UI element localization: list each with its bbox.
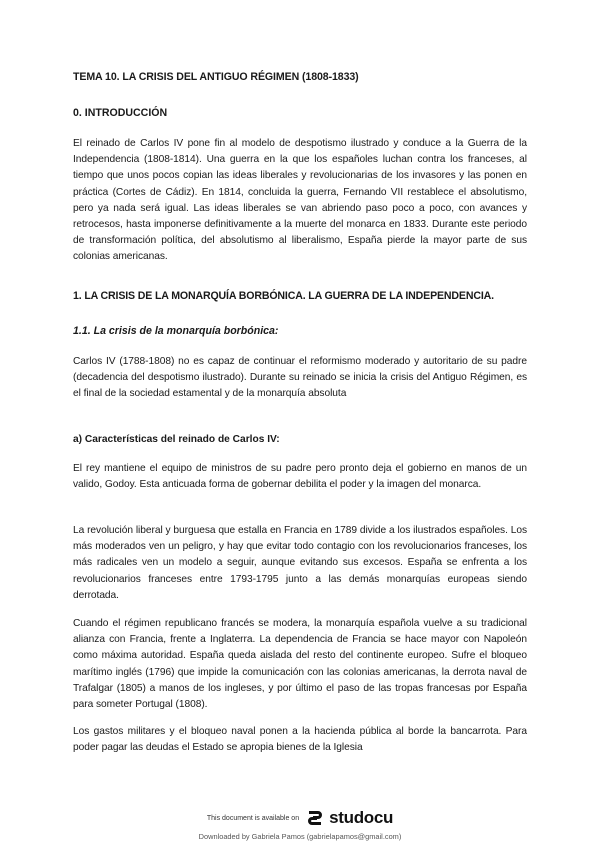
studocu-wordmark: studocu [329, 808, 394, 827]
part-a-paragraph-1: El rey mantiene el equipo de ministros de su padre pero pronto deja el gobierno en manos de un valido, Godoy. Esta anticuada forma de gobernar debilita el poder y la imagen del monarca. [73, 463, 527, 491]
part-a-heading: a) Características del reinado de Carlos IV: [73, 434, 280, 445]
part-a-paragraph-4: Los gastos militares y el bloqueo naval ponen a la hacienda pública al borde la bancarrota. Para poder pagar las deudas el Estado se apropia bienes de la Iglesia [73, 726, 527, 754]
studocu-banner[interactable] [0, 803, 600, 833]
studocu-logo[interactable] [305, 808, 393, 828]
part-a-paragraph-2: La revolución liberal y burguesa que estalla en Francia en 1789 divide a los ilustrados españoles. Los más moderados ven un peligro, y hay que evitar todo contagio con los revolucionarios franceses, los más radicales ven un modelo a seguir, aunque evitando sus excesos. España se enfrenta a los revolucionarios franceses entre 1793-1795 junto a las demás monarquías europeas siendo derrotada. [73, 525, 527, 601]
intro-paragraph: El reinado de Carlos IV pone fin al modelo de despotismo ilustrado y conduce a la Guerra de la Independencia (1808-1814). Una guerra en la que los españoles luchan contra los franceses, al tiempo que unos pocos copian las ideas liberales y revolucionarias de los invasores y las ponen en práctica (Cortes de Cádiz). En 1814, concluida la guerra, Fernando VII restablece el absolutismo, pero ya nada será igual. Las ideas liberales se van abriendo paso poco a poco, con avances y retrocesos, hasta imponerse definitivamente a la muerte del monarca en 1833. Durante este periodo de transformación política, del absolutismo al liberalismo, España pierde la mayor parte de sus colonias americanas. [73, 138, 527, 263]
part-a-paragraph-3: Cuando el régimen republicano francés se modera, la monarquía española vuelve a su tradicional alianza con Francia, frente a Inglaterra. La dependencia de Francia se hace mayor con Napoleón como máxima autoridad. España queda aislada del resto del continente europeo. Sufre el bloqueo marítimo inglés (1796) que impide la comunicación con las colonias americanas, la derrota naval de Trafalgar (1805) a manos de los ingleses, y por último el paso de las tropas francesas por España para someter Portugal (1808). [73, 618, 527, 711]
intro-heading: 0. INTRODUCCIÓN [73, 107, 168, 119]
subsection-1-1-heading: 1.1. La crisis de la monarquía borbónica: [73, 325, 279, 337]
page-footer [0, 803, 600, 843]
document-title: TEMA 10. LA CRISIS DEL ANTIGUO RÉGIMEN (1808-1833) [73, 71, 359, 83]
availability-note: This document is available on [206, 814, 300, 822]
subsection-1-1-paragraph: Carlos IV (1788-1808) no es capaz de continuar el reformismo moderado y autoritario de su padre (decadencia del despotismo ilustrado). Durante su reinado se inicia la crisis del Antiguo Régimen, es el final de la sociedad estamental y de la monarquía absoluta [73, 356, 527, 400]
section-1-heading: 1. LA CRISIS DE LA MONARQUÍA BORBÓNICA. LA GUERRA DE LA INDEPENDENCIA. [73, 290, 494, 302]
studocu-logo-icon [305, 808, 325, 828]
download-attribution: Downloaded by Gabriela Pamos (gabrielapamos@gmail.com) [198, 832, 402, 841]
